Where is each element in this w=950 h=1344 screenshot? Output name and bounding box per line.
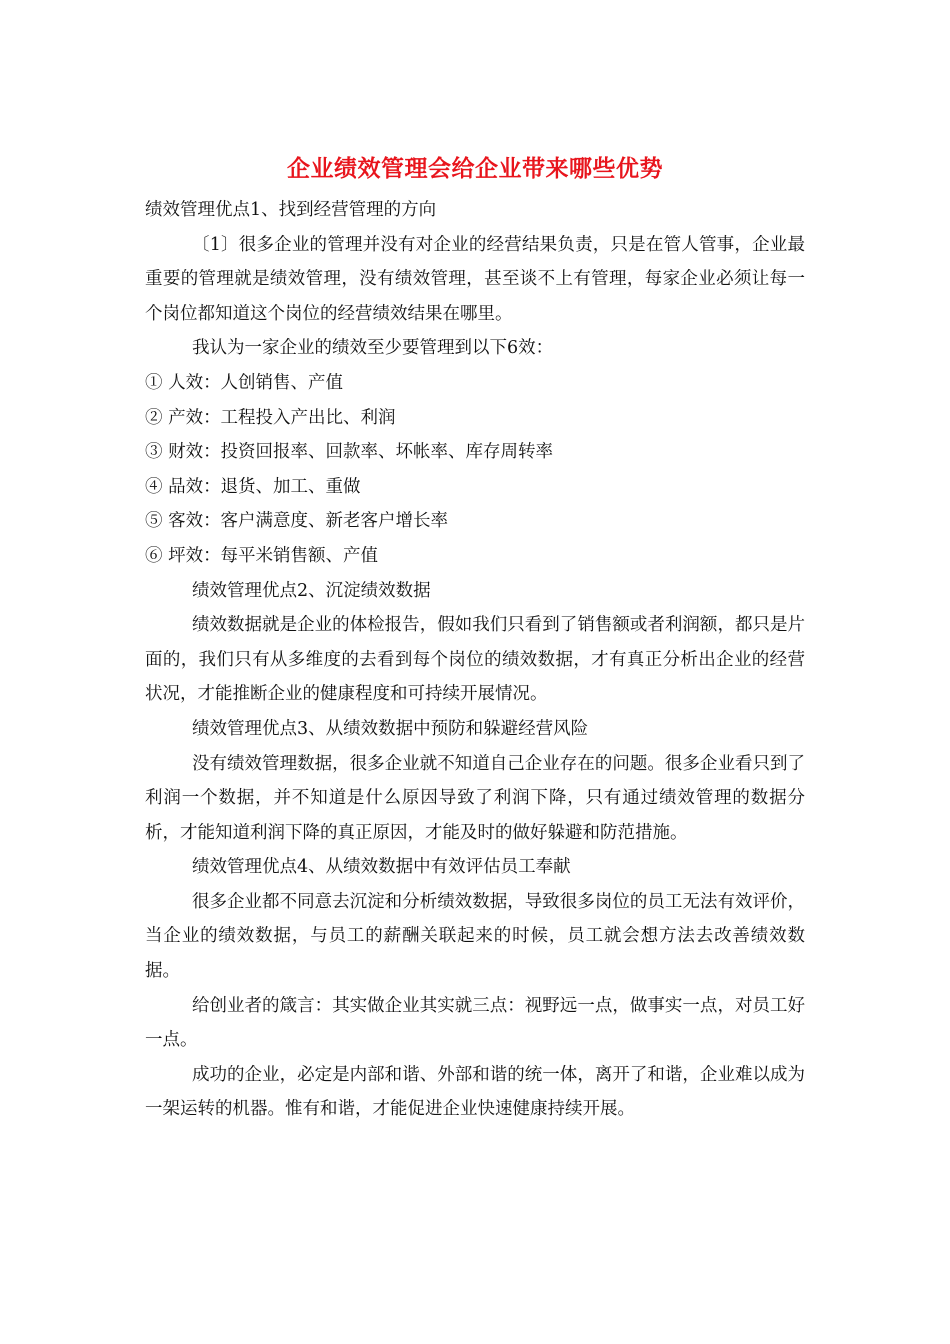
body-paragraph: 很多企业都不同意去沉淀和分析绩效数据，导致很多岗位的员工无法有效评价，当企业的绩效数据，与员工的薪酬关联起来的时候，员工就会想方法去改善绩效数据。 <box>145 891 805 982</box>
section-heading-2: 绩效管理优点2、沉淀绩效数据 <box>192 580 431 601</box>
document-title: 企业绩效管理会给企业带来哪些优势 <box>287 155 663 182</box>
list-item: ⑤ 客效：客户满意度、新老客户增长率 <box>145 511 449 532</box>
list-item: ① 人效：人创销售、产值 <box>145 372 344 393</box>
list-item: ⑥ 坪效：每平米销售额、产值 <box>145 545 379 566</box>
document-body <box>145 193 805 1127</box>
body-paragraph: 我认为一家企业的绩效至少要管理到以下6效： <box>192 338 554 359</box>
body-paragraph: 没有绩效管理数据，很多企业就不知道自己企业存在的问题。很多企业看只到了利润一个数据，并不知道是什么原因导致了利润下降，只有通过绩效管理的数据分析，才能知道利润下降的真正原因，才能及时的做好躲避和防范措施。 <box>145 753 805 843</box>
body-paragraph: 给创业者的箴言：其实做企业其实就三点：视野远一点，做事实一点，对员工好一点。 <box>145 995 805 1051</box>
list-item: ④ 品效：退货、加工、重做 <box>145 476 361 497</box>
section-heading-3: 绩效管理优点3、从绩效数据中预防和躲避经营风险 <box>192 718 589 739</box>
section-heading-1: 绩效管理优点1、找到经营管理的方向 <box>145 200 437 220</box>
body-paragraph: 〔1〕很多企业的管理并没有对企业的经营结果负责，只是在管人管事，企业最重要的管理就是绩效管理，没有绩效管理，甚至谈不上有管理，每家企业必须让每一个岗位都知道这个岗位的经营绩效结果在哪里。 <box>145 234 805 324</box>
body-paragraph: 绩效数据就是企业的体检报告，假如我们只看到了销售额或者利润额，都只是片面的，我们只有从多维度的去看到每个岗位的绩效数据，才有真正分析出企业的经营状况，才能推断企业的健康程度和可持续开展情况。 <box>145 615 805 705</box>
section-heading-4: 绩效管理优点4、从绩效数据中有效评估员工奉献 <box>192 857 571 878</box>
body-paragraph: 成功的企业，必定是内部和谐、外部和谐的统一体，离开了和谐，企业难以成为一架运转的机器。惟有和谐，才能促进企业快速健康持续开展。 <box>145 1064 805 1120</box>
list-item: ③ 财效：投资回报率、回款率、坏帐率、库存周转率 <box>145 442 554 463</box>
list-item: ② 产效：工程投入产出比、利润 <box>145 407 396 428</box>
